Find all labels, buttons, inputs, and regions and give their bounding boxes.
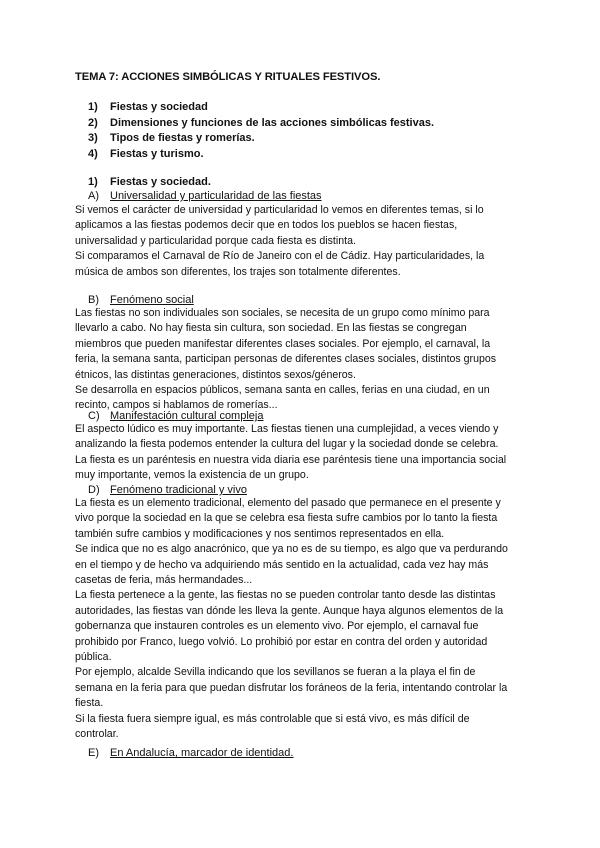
subheading-label: Universalidad y particularidad de las fiestas [110, 190, 322, 202]
subheading-c [88, 409, 263, 423]
subheading-label: Fenómeno social [110, 294, 194, 306]
paragraph: Si comparamos el Carnaval de Río de Janeiro con el de Cádiz. Hay particularidades, la música de ambos son diferentes, los trajes son totalmente diferentes. [75, 250, 485, 278]
subheading-b [88, 293, 194, 307]
subheading-d [88, 483, 247, 497]
toc-label: Tipos de fiestas y romerías. [110, 132, 255, 144]
toc-item [88, 100, 434, 116]
paragraph: Si vemos el carácter de universidad y particularidad lo vemos en diferentes temas, si lo aplicamos a las fiestas podemos decir que en todos los pueblos se hacen fiestas, universalidad y particularidad porque cada fiesta es distinta. [75, 204, 484, 247]
subheading-letter: E) [88, 747, 99, 759]
toc-item [88, 131, 434, 147]
toc-item [88, 116, 434, 132]
toc-label: Dimensiones y funciones de las acciones simbólicas festivas. [110, 116, 435, 129]
toc-label: Fiestas y sociedad [110, 101, 208, 113]
subheading-letter: C) [88, 410, 100, 422]
subheading-letter: A) [88, 190, 99, 202]
toc-number: 1) [88, 101, 98, 113]
toc-number: 3) [88, 132, 98, 144]
paragraph: Se desarrolla en espacios públicos, semana santa en calles, ferias en una ciudad, en un recinto, campos si hablamos de romerías... [75, 384, 490, 412]
subheading-label: Manifestación cultural compleja [110, 410, 264, 422]
page-title: TEMA 7: ACCIONES SIMBÓLICAS Y RITUALES FESTIVOS. [75, 71, 381, 83]
subheading-label: Fenómeno tradicional y vivo [110, 484, 247, 496]
subheading-a [88, 189, 322, 203]
toc-number: 2) [88, 116, 98, 129]
paragraph: La fiesta pertenece a la gente, las fiestas no se pueden controlar tanto desde las distintas autoridades, las fiestas van dónde les lleva la gente. Aunque haya algunos elementos de la gobernanza que instauren controles es un elemento vivo. Por ejemplo, el carnaval fue prohibido por Franco, luego volvió. Lo prohibió por estar en contra del orden y autoridad pública. [75, 589, 504, 664]
paragraph-block-d [75, 496, 515, 743]
section-number: 1) [88, 176, 98, 188]
paragraph-block-a [75, 203, 515, 280]
toc-item [88, 147, 434, 163]
paragraph: Si la fiesta fuera siempre igual, es más controlable que si está vivo, es más difícil de controlar. [75, 712, 470, 741]
paragraph: La fiesta es un paréntesis en nuestra vida diaria ese paréntesis tiene una importancia social muy importante, vemos la existencia de un grupo. [75, 453, 507, 482]
section-heading [88, 175, 211, 189]
paragraph: Se indica que no es algo anacrónico, que ya no es de su tiempo, es algo que va perdurando en el tiempo y de hecho va adquiriendo más sentido en la actualidad, cada vez hay más casetas de feria, más hermandades... [75, 543, 508, 587]
paragraph-block-c [75, 422, 515, 484]
table-of-contents [88, 100, 434, 162]
toc-label: Fiestas y turismo. [110, 147, 204, 160]
toc-number: 4) [88, 147, 98, 160]
subheading-letter: D) [88, 484, 100, 496]
section-label: Fiestas y sociedad. [110, 176, 211, 188]
subheading-letter: B) [88, 294, 99, 306]
paragraph: La fiesta es un elemento tradicional, elemento del pasado que permanece en el presente y vivo porque la sociedad en la que se celebra esa fiesta sufre cambios por lo tanto la fiesta también sufre cambios y modificaciones y nos sentimos representados en ella. [75, 497, 501, 540]
paragraph: Las fiestas no son individuales son sociales, se necesita de un grupo como mínimo para llevarlo a cabo. No hay fiesta sin cultura, son sociedad. En las fiestas se congregan miembros que pueden manifestar diferentes clases sociales. Por ejemplo, el carnaval, la feria, la semana santa, participan personas de diferentes clases sociales, distintos grupos étnicos, las distintas generaciones, distintos sexos/géneros. [75, 307, 497, 381]
paragraph-block-b [75, 306, 515, 414]
subheading-label: En Andalucía, marcador de identidad. [110, 747, 294, 759]
subheading-e [88, 746, 293, 760]
paragraph: El aspecto lúdico es muy importante. Las fiestas tienen una cumplejidad, a veces viendo y analizando la fiesta podemos entender la cultura del lugar y la sociedad donde se celebra. [75, 423, 499, 451]
paragraph: Por ejemplo, alcalde Sevilla indicando que los sevillanos se fueran a la playa el fin de semana en la feria para que puedan disfrutar los foráneos de la feria, intentando controlar la fiesta. [75, 666, 508, 710]
